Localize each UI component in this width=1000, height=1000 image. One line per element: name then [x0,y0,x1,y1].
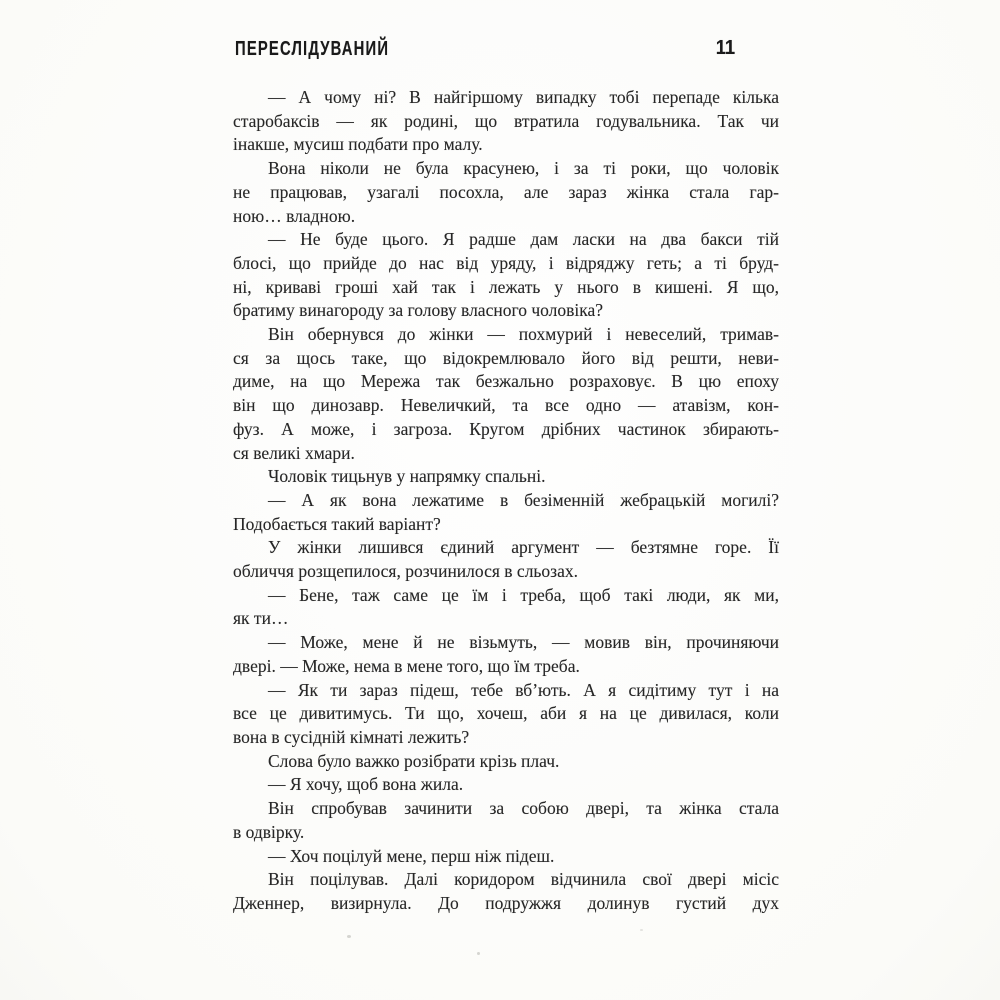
text-line: в одвірку. [233,821,305,842]
text-line: — А чому ні? В найгіршому випадку тобі перепаде кілька [268,87,779,107]
text-line: ся великі хмари. [233,442,355,463]
text-line: братиму винагороду за голову власного чоловіка? [233,300,604,321]
text-line: — Хоч поцілуй мене, перш ніж підеш. [268,845,555,866]
running-title: ПЕРЕСЛІДУВАНИЙ [235,38,390,60]
scan-speck [640,929,643,931]
text-line: Чоловік тицьнув у напрямку спальні. [268,466,546,487]
text-line: ні, криваві гроші хай так і лежать у нього в кишені. Я що, [233,276,779,297]
text-line: — А як вона лежатиме в безіменній жебрацькій могилі? [268,489,779,510]
text-line: не працював, узагалі посохла, але зараз жінка стала гар- [233,181,779,202]
text-line: ною… владною. [233,205,356,226]
text-line: Він спробував зачинити за собою двері, та жінка стала [268,798,779,819]
text-line: старобаксів — як родині, що втратила годувальника. Так чи [233,110,779,131]
text-line: блосі, що прийде до нас від уряду, і відряджу геть; а ті бруд- [233,252,779,273]
page-body [233,86,779,916]
text-line: двері. — Може, нема в мене того, що їм треба. [233,655,580,676]
text-line: як ти… [233,608,289,629]
scan-speck [347,935,351,938]
text-line: Дженнер, визирнула. До подружжя долинув густий дух [233,892,779,913]
text-line: Слова було важко розібрати крізь плач. [268,750,560,771]
text-line: диме, на що Мережа так безжально розраховує. В цю епоху [233,371,779,392]
scan-speck [477,952,480,955]
text-line: — Може, мене й не візьмуть, — мовив він, прочиняючи [268,632,779,653]
text-line: фуз. А може, і загроза. Кругом дрібних частинок збирають- [233,418,779,439]
text-line: інакше, мусиш подбати про малу. [233,134,483,155]
text-line: Він обернувся до жінки — похмурий і невеселий, тримав- [268,324,779,345]
text-line: все це дивитимусь. Ти що, хочеш, аби я на це дивилася, коли [233,703,779,724]
text-line: обличчя розщепилося, розчинилося в сльозах. [233,561,578,582]
text-line: вона в сусідній кімнаті лежить? [233,726,470,747]
text-line: Подобається такий варіант? [233,513,441,534]
page-header [233,38,779,60]
text-line: — Бене, таж саме це їм і треба, щоб такі люди, як ми, [268,584,779,605]
page-number: 11 [715,37,735,59]
text-line: — Не буде цього. Я радше дам ласки на два бакси тій [268,229,779,250]
text-line: він що динозавр. Невеличкий, та все одно — атавізм, кон- [233,395,779,416]
text-line: — Я хочу, щоб вона жила. [268,774,464,795]
text-line: ся за щось таке, що відокремлювало його від решти, неви- [233,347,779,368]
text-line: У жінки лишився єдиний аргумент — безтямне горе. Її [268,537,779,558]
text-line: Вона ніколи не була красунею, і за ті роки, що чоловік [268,158,779,179]
text-line: Він поцілував. Далі коридором відчинила свої двері місіс [268,869,779,890]
text-line: — Як ти зараз підеш, тебе вб’ють. А я сидітиму тут і на [268,679,779,700]
